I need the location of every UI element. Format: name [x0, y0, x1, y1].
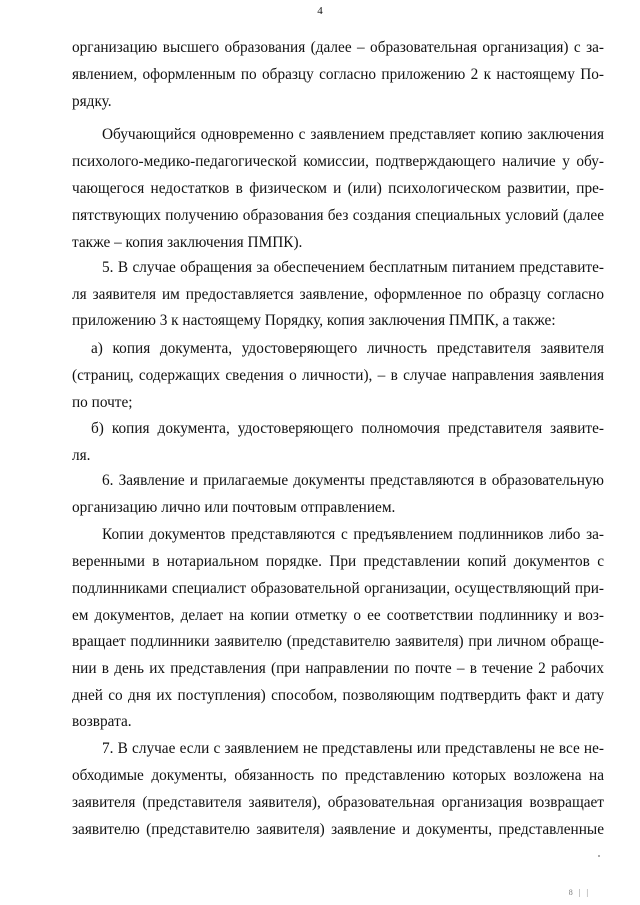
- text-line: обходимые документы, обязанность по представлению которых возложена на: [72, 767, 604, 784]
- text-line: Обучающийся одновременно с заявлением представляет копию заключения: [102, 126, 604, 143]
- text-line: ля.: [72, 447, 91, 464]
- text-line: веренными в нотариальном порядке. При представлении копий документов с: [72, 553, 604, 570]
- text-line: по почте;: [72, 394, 133, 411]
- text-line: 5. В случае обращения за обеспечением бесплатным питанием представите-: [102, 259, 604, 276]
- text-line: заявителю (представителю заявителя) заявление и документы, представленные: [72, 821, 604, 838]
- text-line: Копии документов представляются с предъявлением подлинников либо за-: [102, 526, 604, 543]
- text-line: 7. В случае если с заявлением не представлены или представлены не все не-: [102, 740, 604, 757]
- corner-mark: 8 | |: [568, 888, 590, 897]
- text-line: также – копия заключения ПМПК).: [72, 234, 303, 251]
- text-line: приложению 3 к настоящему Порядку, копия заключения ПМПК, а также:: [72, 312, 556, 329]
- text-line: организацию высшего образования (далее – образовательная организация) с за-: [72, 39, 604, 56]
- text-line: организацию лично или почтовым отправлением.: [72, 499, 396, 516]
- text-line: а) копия документа, удостоверяющего личность представителя заявителя: [91, 340, 604, 357]
- text-line: возврата.: [72, 713, 132, 730]
- text-line: заявителя (представителя заявителя), образовательная организация возвращает: [72, 794, 604, 811]
- text-line: рядку.: [72, 93, 112, 110]
- text-line: подлинниками специалист образовательной организации, осуществляющий при-: [72, 580, 604, 597]
- text-line: дней со дня их поступления) способом, позволяющим подтвердить факт и дату: [72, 687, 604, 704]
- text-line: 6. Заявление и прилагаемые документы представляются в образовательную: [102, 472, 604, 489]
- text-line: чающегося недостатков в физическом и (или) психологическом развитии, пре-: [72, 180, 604, 197]
- text-line: явлением, оформленным по образцу согласно приложению 2 к настоящему По-: [72, 66, 604, 83]
- text-line: (страниц, содержащих сведения о личности), – в случае направления заявления: [72, 367, 604, 384]
- page-number: 4: [317, 5, 323, 17]
- text-line: психолого-медико-педагогической комиссии, подтверждающего наличие у обу-: [72, 153, 604, 170]
- text-line: нии в день их представления (при направлении по почте – в течение 2 рабочих: [72, 660, 604, 677]
- scan-speck: [598, 855, 600, 857]
- text-line: ля заявителя им предоставляется заявление, оформленное по образцу согласно: [72, 286, 604, 303]
- text-line: б) копия документа, удостоверяющего полномочия представителя заявите-: [91, 420, 604, 437]
- text-line: вращает подлинники заявителю (представителю заявителя) при личном обраще-: [72, 633, 604, 650]
- text-line: ем документов, делает на копии отметку о ее соответствии подлиннику и воз-: [72, 607, 604, 624]
- text-line: пятствующих получению образования без создания специальных условий (далее: [72, 207, 604, 224]
